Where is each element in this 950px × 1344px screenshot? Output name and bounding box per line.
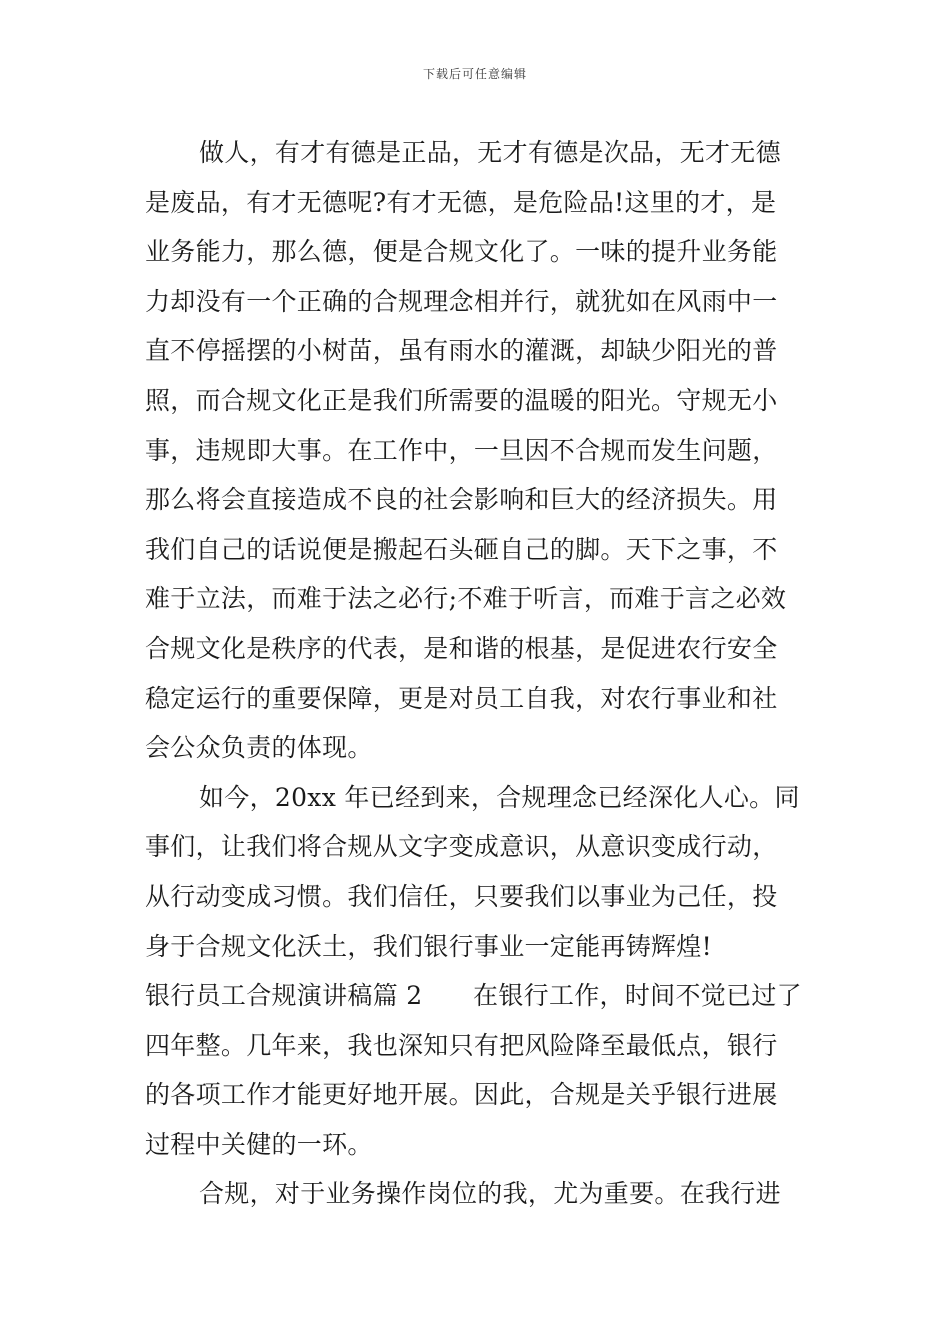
paragraph-line: 我们自己的话说便是搬起石头砸自己的脚。天下之事，不 <box>145 534 778 564</box>
paragraph-line: 的各项工作才能更好地开展。因此，合规是关乎银行进展 <box>145 1080 778 1110</box>
section-title-line: 银行员工合规演讲稿篇 2 在银行工作，时间不觉已过了 <box>145 981 802 1011</box>
paragraph-line: 做人，有才有德是正品，无才有德是次品，无才无德 <box>199 138 781 167</box>
paragraph-line: 难于立法，而难于法之必行;不难于听言，而难于言之必效 <box>145 584 787 614</box>
paragraph-line: 业务能力，那么德，便是合规文化了。一味的提升业务能 <box>145 237 778 267</box>
paragraph-line: 会公众负责的体现。 <box>145 733 373 763</box>
paragraph-line: 事，违规即大事。在工作中，一旦因不合规而发生问题， <box>145 435 778 465</box>
paragraph-line: 合规文化是秩序的代表，是和谐的根基，是促进农行安全 <box>145 633 778 663</box>
paragraph-line: 从行动变成习惯。我们信任，只要我们以事业为己任，投 <box>145 881 778 911</box>
paragraph-line: 照，而合规文化正是我们所需要的温暖的阳光。守规无小 <box>145 385 778 415</box>
paragraph-line: 事们，让我们将合规从文字变成意识，从意识变成行动， <box>145 832 778 862</box>
paragraph-line: 力却没有一个正确的合规理念相并行，就犹如在风雨中一 <box>145 286 778 316</box>
paragraph-line: 身于合规文化沃土，我们银行事业一定能再铸辉煌! <box>145 931 712 961</box>
paragraph-line: 合规，对于业务操作岗位的我，尤为重要。在我行进 <box>199 1179 781 1209</box>
paragraph-line: 稳定运行的重要保障，更是对员工自我，对农行事业和社 <box>145 683 778 713</box>
paragraph-line: 过程中关健的一环。 <box>145 1129 373 1159</box>
header-note: 下载后可任意编辑 <box>422 67 527 81</box>
paragraph-line: 直不停摇摆的小树苗，虽有雨水的灌溉，却缺少阳光的普 <box>145 336 778 366</box>
paragraph-line: 是废品，有才无德呢?有才无德，是危险品!这里的才，是 <box>145 187 777 217</box>
paragraph-line: 如今，20xx 年已经到来，合规理念已经深化人心。同 <box>199 782 800 812</box>
document-body <box>145 128 807 1219</box>
paragraph-line: 四年整。几年来，我也深知只有把风险降至最低点，银行 <box>145 1030 778 1060</box>
paragraph-line: 那么将会直接造成不良的社会影响和巨大的经济损失。用 <box>145 485 778 515</box>
